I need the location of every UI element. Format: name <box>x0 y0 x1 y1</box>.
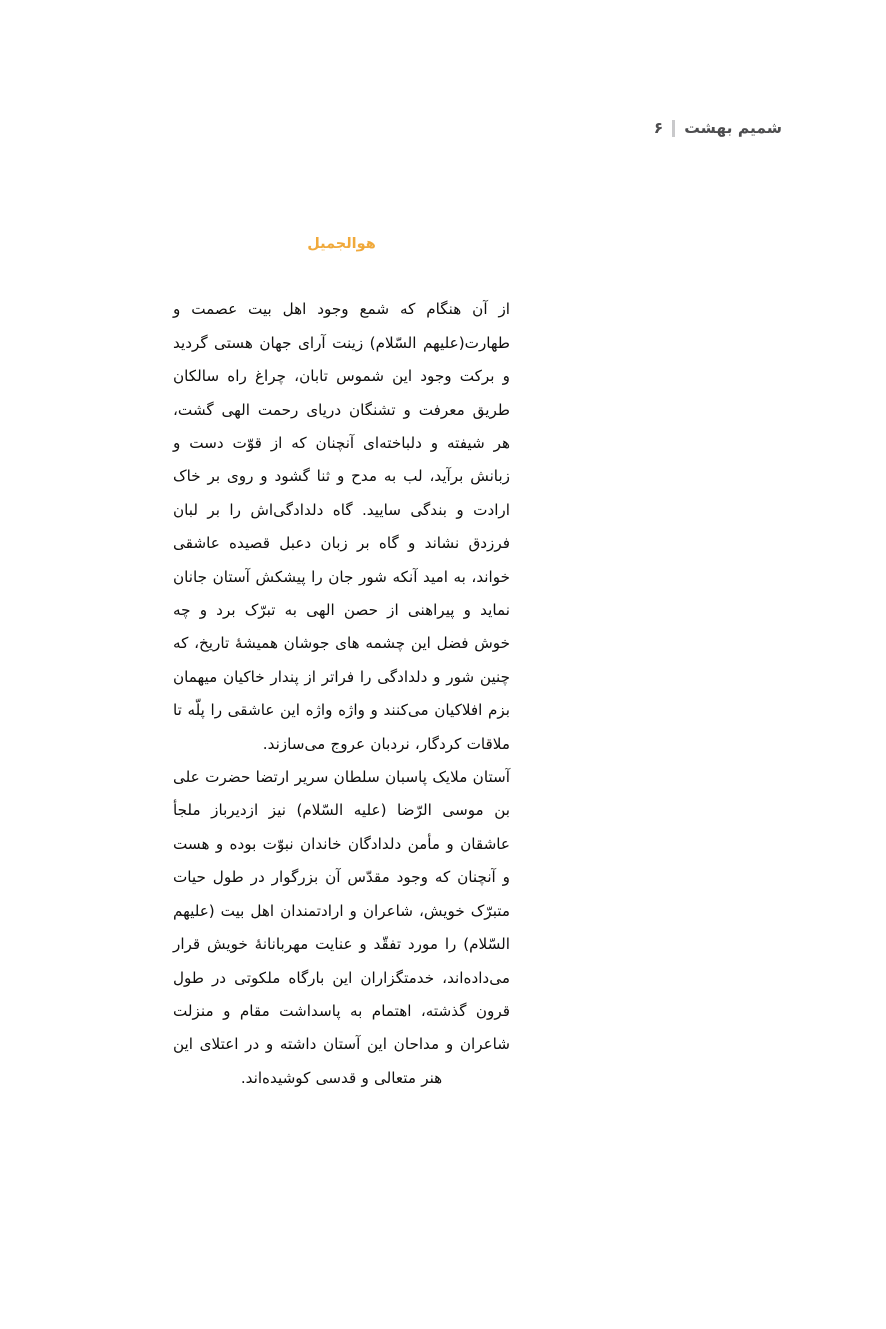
body-paragraph: از آن هنگام که شمع وجود اهل بیت عصمت و طهارت(علیهم السّلام) زینت آرای جهان هستی گردید و برکت وجود این شموس تابان، چراغ راه سالکان طریق معرفت و تشنگان دریای رحمت الهی گشت، هر شیفته و دلباخته‌ای آنچنان که از قوّت دست و زبانش برآید، لب به مدح و ثنا گشود و روی بر خاک ارادت و بندگی سایید. گاه دلدادگی‌اش را بر لبان فرزدق نشاند و گاه بر زبان دعبل قصیده عاشقی خواند، به امید آنکه شور جان را پیشکش آستان جانان نماید و پیراهنی از حصن الهی به تبرّک برد و چه خوش فضل این چشمه های جوشان همیشهٔ تاریخ، که چنین شور و دلدادگی را فراتر از پندار خاکیان میهمان بزم افلاکیان می‌کنند و واژه واژه این عاشقی را پلّه تا ملاقات کردگار، نردبان عروج می‌سازند. <box>173 300 510 753</box>
page-number: ۶ <box>653 118 664 137</box>
vertical-rule-icon <box>672 120 675 137</box>
running-header <box>654 120 782 137</box>
running-header-title: شمیم بهشت <box>684 118 782 137</box>
body-paragraph: آستان ملایک پاسبان سلطان سریر ارتضا حضرت علی بن موسی الرّضا (علیه السّلام) نیز ازدیرباز ملجأ عاشقان و مأمن دلدادگان خاندان نبوّت بوده و هست و آنچنان که وجود مقدّس آن بزرگوار در طول حیات متبرّک خویش، شاعران و ارادتمندان اهل بیت (علیهم السّلام) را مورد تفقّد و عنایت مهربانانهٔ خویش قرار می‌داده‌اند، خدمتگزاران این بارگاه ملکوتی در طول قرون گذشته، اهتمام به پاسداشت مقام و منزلت شاعران و مداحان این آستان داشته و در اعتلای این هنر متعالی و قدسی کوشیده‌اند. <box>173 768 510 1087</box>
invocation-heading: هوالجمیل <box>307 236 376 252</box>
text-column <box>173 236 510 1095</box>
